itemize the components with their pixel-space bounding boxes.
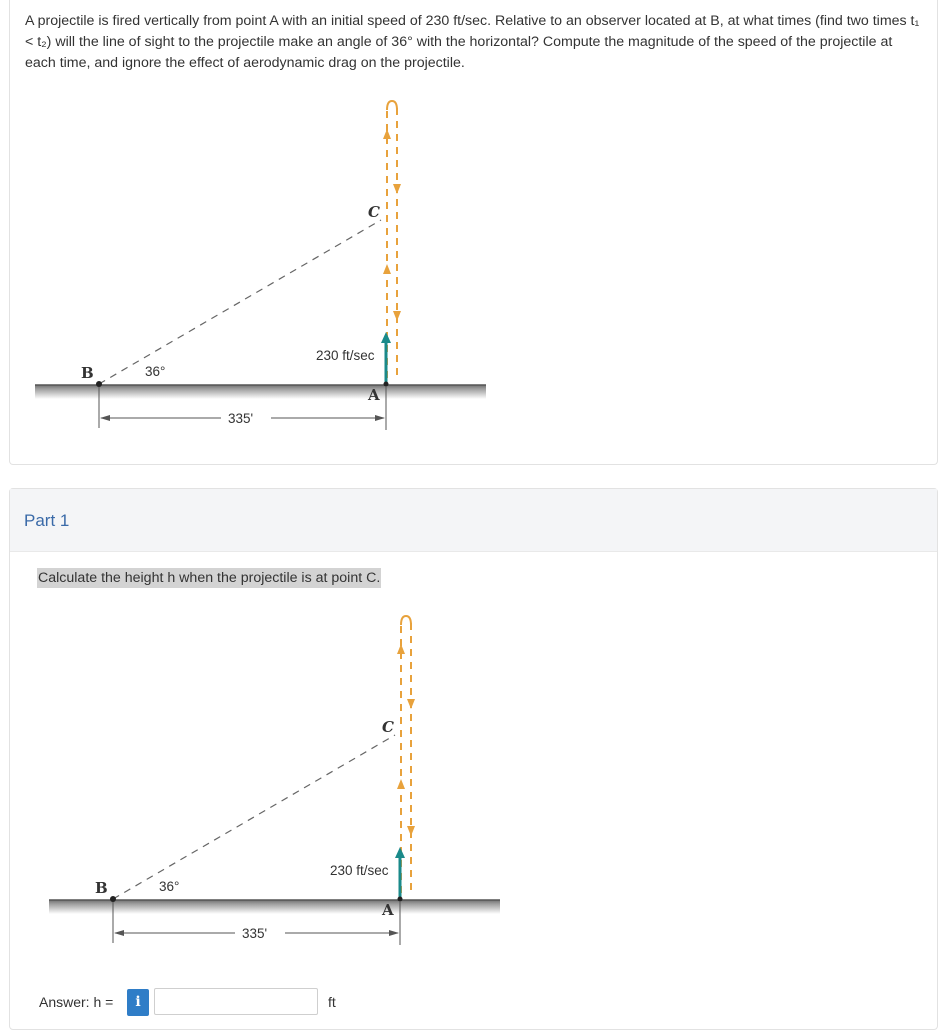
label-a: A xyxy=(368,386,380,404)
projectile-diagram xyxy=(25,96,490,441)
projectile-diagram xyxy=(39,611,519,956)
info-button[interactable]: i xyxy=(127,989,149,1016)
label-b: B xyxy=(81,364,94,382)
arrow-up-icon xyxy=(381,332,391,343)
arrow-down-icon xyxy=(407,826,415,836)
point-a xyxy=(384,382,389,387)
label-c: C xyxy=(368,203,380,221)
answer-input[interactable] xyxy=(154,988,318,1015)
point-a xyxy=(398,897,403,902)
label-a: A xyxy=(382,901,394,919)
arrow-up-icon xyxy=(397,779,405,789)
ground xyxy=(49,900,500,914)
part-1-card xyxy=(9,488,938,1030)
label-b: B xyxy=(95,879,108,897)
speed-label: 230 ft/sec xyxy=(316,348,375,363)
arrow-up-icon xyxy=(383,129,391,139)
ground xyxy=(35,385,486,399)
part-title: Part 1 xyxy=(24,511,70,530)
angle-label: 36° xyxy=(159,879,180,894)
part-header xyxy=(10,489,937,552)
arrow-down-icon xyxy=(407,699,415,709)
point-b xyxy=(96,381,102,387)
answer-label: Answer: h = xyxy=(39,994,114,1010)
point-b xyxy=(110,896,116,902)
arrow-down-icon xyxy=(393,184,401,194)
problem-card xyxy=(9,0,938,465)
arrow-up-icon xyxy=(383,264,391,274)
label-c: C xyxy=(382,718,394,736)
arrow-up-icon xyxy=(395,847,405,858)
unit-label: ft xyxy=(328,994,336,1010)
distance-label: 335' xyxy=(228,411,254,426)
problem-statement: A projectile is fired vertically from point A with an initial speed of 230 ft/sec. Relative to an observer located at B, at what times (find two times t₁ < t₂) will the line of sight to the projectile make an angle of 36° with the horizontal? Compute the magnitude of the speed of the projectile at each time, and ignore the effect of aerodynamic drag on the projectile. xyxy=(25,13,920,71)
speed-label: 230 ft/sec xyxy=(330,863,389,878)
arrow-up-icon xyxy=(397,644,405,654)
distance-label: 335' xyxy=(242,926,268,941)
arrow-down-icon xyxy=(393,311,401,321)
question-text: Calculate the height h when the projectile is at point C. xyxy=(38,570,381,586)
angle-label: 36° xyxy=(145,364,166,379)
